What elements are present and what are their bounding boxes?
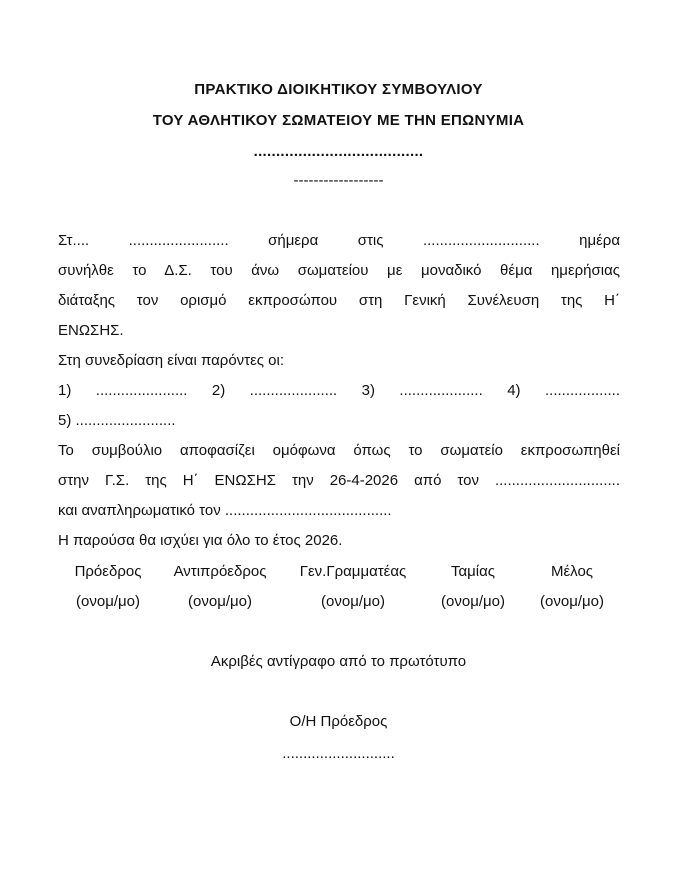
name-hint: (ονομ/μο) [321,593,385,610]
role-president: Πρόεδρος [74,563,142,580]
president-signature-label: Ο/Η Πρόεδρος [289,713,388,730]
decision-line-3: και αναπληρωματικό τον ........................................ [58,502,392,519]
validity-line: Η παρούσα θα ισχύει για όλο το έτος 2026. [58,532,343,549]
decision-line-1: Το συμβούλιο αποφασίζει ομόφωνα όπως το σωματείο εκπροσωπηθεί [58,442,620,459]
role-vice-president: Αντιπρόεδρος [173,563,267,580]
body-line-4: ΕΝΩΣΗΣ. [58,322,124,339]
name-hint: (ονομ/μο) [441,593,505,610]
name-hint: (ονομ/μο) [76,593,140,610]
body-line-2: συνήλθε το Δ.Σ. του άνω σωματείου με μοναδικό θέμα ημερήσιας [58,262,620,279]
role-secretary: Γεν.Γραμματέας [299,563,407,580]
name-hint: (ονομ/μο) [540,593,604,610]
role-treasurer: Ταμίας [450,563,496,580]
body-line-3: διάταξης τον ορισμό εκπροσώπου στη Γενική Συνέλευση της Η΄ [58,292,620,309]
attendees-list-1: 1) ...................... 2) ..................... 3) .................... 4) .................. [58,382,620,399]
body-line-1: Στ.... ........................ σήμερα στις ............................ ημέρα [58,232,620,249]
decision-line-2: στην Γ.Σ. της Η΄ ΕΝΩΣΗΣ την 26-4-2026 από τον .............................. [58,472,620,489]
club-name-blank: ...................................... [253,143,424,160]
document-subtitle: ΤΟΥ ΑΘΛΗΤΙΚΟΥ ΣΩΜΑΤΕΙΟΥ ΜΕ ΤΗΝ ΕΠΩΝΥΜΙΑ [152,112,525,129]
role-member: Μέλος [550,563,594,580]
separator-line: ------------------ [293,172,384,189]
certified-copy-note: Ακριβές αντίγραφο από το πρωτότυπο [210,653,467,670]
name-hint: (ονομ/μο) [188,593,252,610]
document-title: ΠΡΑΚΤΙΚΟ ΔΙΟΙΚΗΤΙΚΟΥ ΣΥΜΒΟΥΛΙΟΥ [194,81,483,98]
attendees-intro: Στη συνεδρίαση είναι παρόντες οι: [58,352,285,369]
president-signature-blank: ........................... [282,745,395,762]
attendees-list-2: 5) ........................ [58,412,176,429]
